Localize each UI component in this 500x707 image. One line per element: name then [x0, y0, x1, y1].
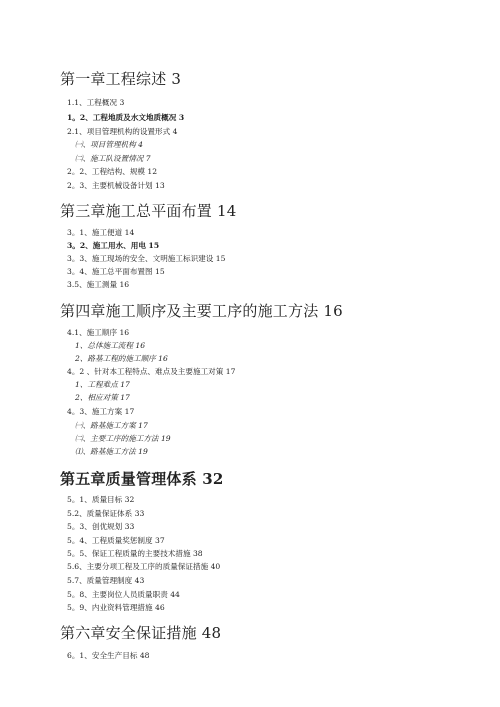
toc-entry: 3。2、施工用水、用电 15	[67, 241, 160, 250]
toc-entry: 5。5、保证工程质量的主要技术措施 38	[67, 549, 203, 558]
toc-entry: 1。2、工程地质及水文地质概况 3	[67, 113, 185, 122]
toc-entry: ㈡、主要工序的施工方法 19	[75, 434, 171, 443]
toc-entry: ㈠、路基施工方案 17	[75, 421, 148, 430]
toc-entry: 3。4、施工总平面布置图 15	[67, 267, 165, 276]
toc-entry: ㈠、项目管理机构 4	[75, 140, 143, 149]
toc-entry: 1、总体施工流程 16	[75, 341, 146, 350]
toc-chapter-heading: 第四章施工顺序及主要工序的施工方法 16	[60, 302, 343, 320]
toc-entry: 5.2、质量保证体系 33	[67, 509, 145, 518]
toc-entry: 2、相应对策 17	[75, 393, 130, 402]
toc-chapter-heading: 第一章工程综述 3	[60, 70, 182, 88]
toc-entry: 5。4、工程质量奖惩制度 37	[67, 536, 165, 545]
toc-entry: 5。8、主要岗位人员质量职责 44	[67, 590, 180, 599]
toc-entry: ⑴、路基施工方法 19	[75, 447, 148, 456]
toc-chapter-heading: 第六章安全保证措施 48	[60, 624, 222, 642]
toc-entry: 5.7、质量管理制度 43	[67, 576, 145, 585]
toc-entry: 5。1、质量目标 32	[67, 495, 135, 504]
toc-entry: 5。3、创优规划 33	[67, 522, 135, 531]
toc-entry: 2.1、项目管理机构的设置形式 4	[67, 127, 178, 136]
toc-entry: 3。1、施工便道 14	[67, 228, 135, 237]
toc-chapter-heading: 第三章施工总平面布置 14	[60, 202, 237, 220]
toc-entry: 5。9、内业资料管理措施 46	[67, 603, 165, 612]
toc-entry: 4。2 、针对本工程特点、难点及主要施工对策 17	[67, 367, 236, 376]
toc-entry: 2、路基工程的施工顺序 16	[75, 354, 168, 363]
toc-entry: ㈡、施工队设置情况 7	[75, 154, 151, 163]
toc-entry: 2。2、工程结构、规模 12	[67, 167, 158, 176]
toc-entry: 1、工程难点 17	[75, 380, 130, 389]
toc-entry: 4。3、施工方案 17	[67, 407, 135, 416]
toc-entry: 4.1、施工顺序 16	[67, 328, 130, 337]
toc-entry: 1.1、工程概况 3	[67, 98, 125, 107]
toc-entry: 6。1、安全生产目标 48	[67, 651, 150, 660]
toc-entry: 3.5、施工测量 16	[67, 280, 130, 289]
toc-entry: 3。3、施工现场的安全、文明施工标识建设 15	[67, 254, 226, 263]
toc-entry: 5.6、主要分项工程及工序的质量保证措施 40	[67, 562, 221, 571]
toc-chapter-heading: 第五章质量管理体系 32	[60, 470, 224, 488]
toc-entry: 2。3、主要机械设备计划 13	[67, 181, 165, 190]
